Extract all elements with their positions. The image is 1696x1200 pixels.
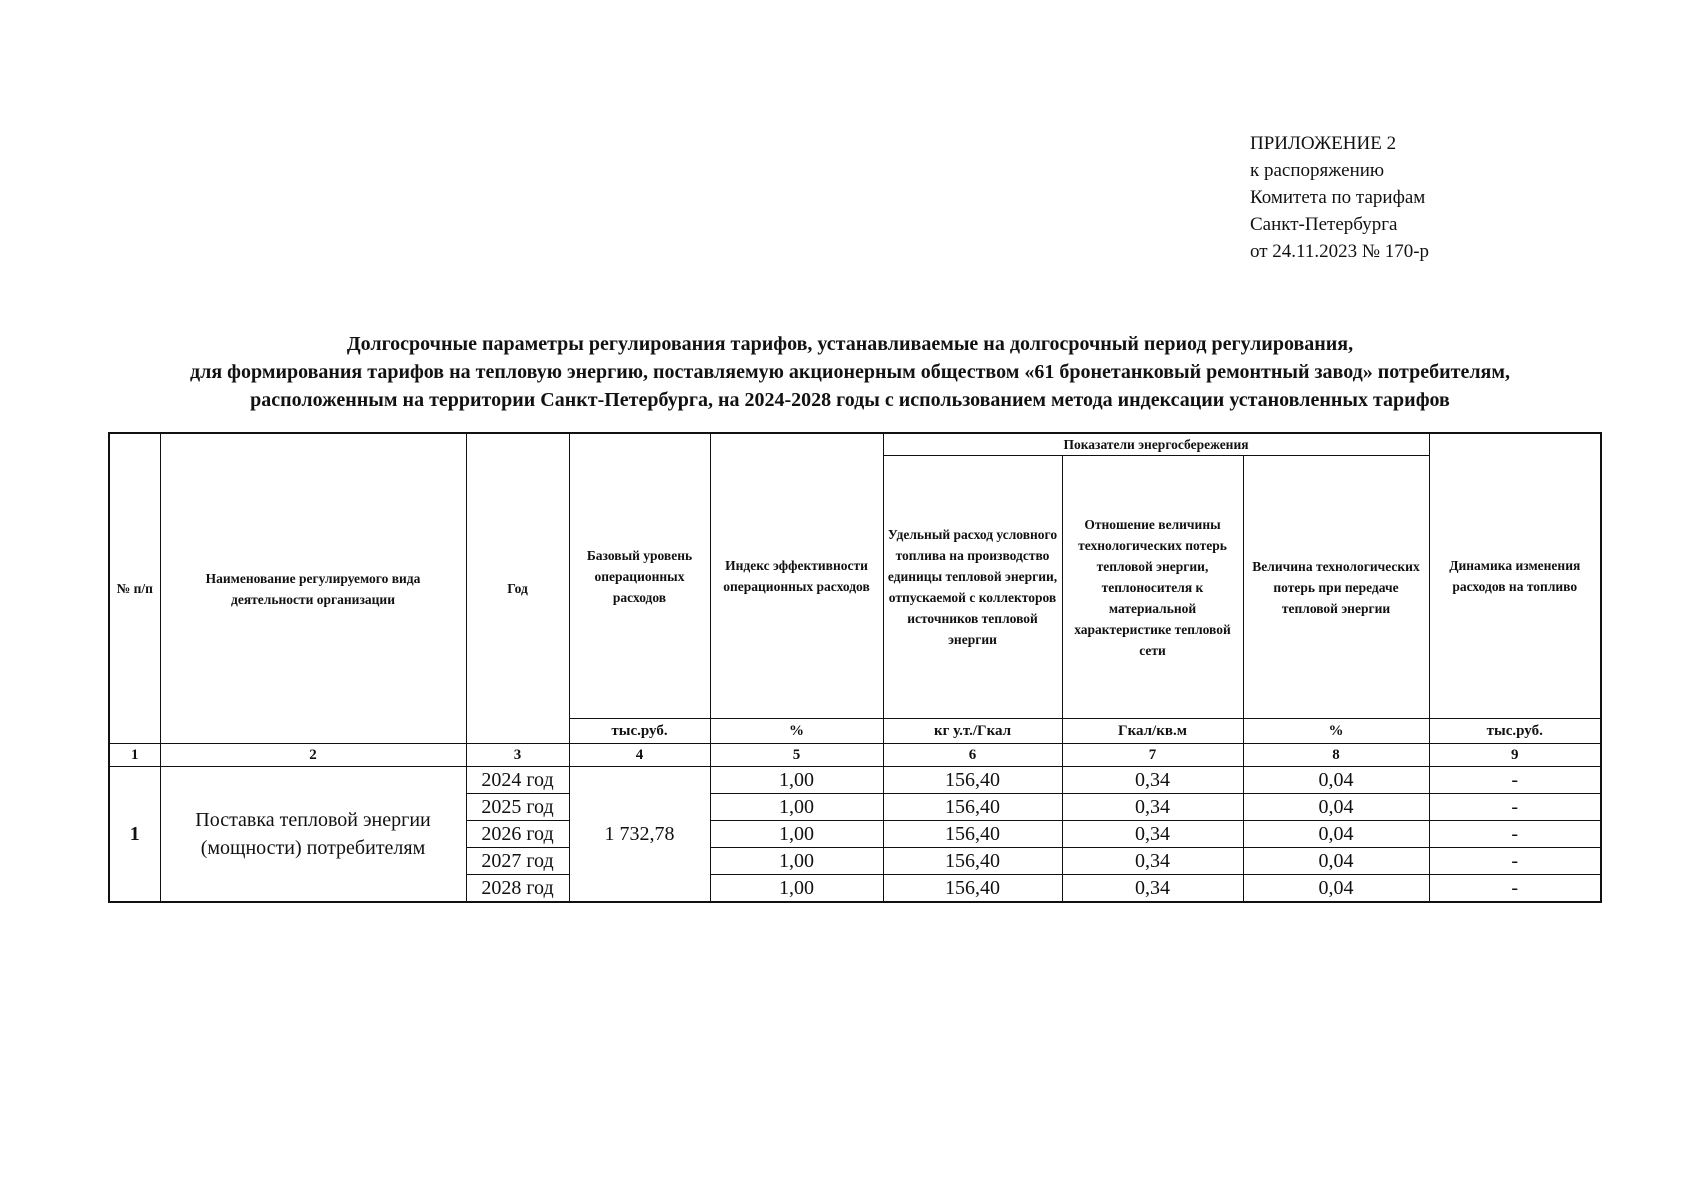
header-base-level: Базовый уровень операционных расходов bbox=[569, 433, 710, 719]
row-losses: 0,04 bbox=[1243, 767, 1429, 794]
row-fuel: 156,40 bbox=[883, 875, 1062, 903]
column-number: 9 bbox=[1429, 744, 1601, 767]
row-dynamics: - bbox=[1429, 875, 1601, 903]
row-ratio: 0,34 bbox=[1062, 875, 1243, 903]
entry-num: 1 bbox=[109, 767, 160, 903]
column-number: 4 bbox=[569, 744, 710, 767]
column-number: 6 bbox=[883, 744, 1062, 767]
row-dynamics: - bbox=[1429, 821, 1601, 848]
document-title bbox=[100, 330, 1600, 414]
row-losses: 0,04 bbox=[1243, 794, 1429, 821]
header-activity: Наименование регулируемого вида деятельности организации bbox=[160, 433, 466, 744]
header-fuel-consumption: Удельный расход условного топлива на производство единицы тепловой энергии, отпускаемой с коллекторов источников тепловой энергии bbox=[883, 456, 1062, 719]
appendix-title: ПРИЛОЖЕНИЕ 2 bbox=[1250, 133, 1397, 154]
unit-loss-ratio: Гкал/кв.м bbox=[1062, 719, 1243, 744]
row-fuel: 156,40 bbox=[883, 848, 1062, 875]
unit-fuel-dynamics: тыс.руб. bbox=[1429, 719, 1601, 744]
row-year: 2024 год bbox=[466, 767, 569, 794]
title-line: Долгосрочные параметры регулирования тарифов, устанавливаемые на долгосрочный период регулирования, bbox=[346, 333, 1354, 355]
row-fuel: 156,40 bbox=[883, 794, 1062, 821]
row-losses: 0,04 bbox=[1243, 821, 1429, 848]
header-fuel-dynamics: Динамика изменения расходов на топливо bbox=[1429, 433, 1601, 719]
column-number: 8 bbox=[1243, 744, 1429, 767]
row-dynamics: - bbox=[1429, 767, 1601, 794]
entry-activity: Поставка тепловой энергии (мощности) потребителям bbox=[160, 767, 466, 903]
header-row-group bbox=[109, 433, 1601, 456]
row-index: 1,00 bbox=[710, 794, 883, 821]
header-energy-saving: Показатели энергосбережения bbox=[883, 433, 1429, 456]
row-losses: 0,04 bbox=[1243, 875, 1429, 903]
column-number: 2 bbox=[160, 744, 466, 767]
unit-base-level: тыс.руб. bbox=[569, 719, 710, 744]
tariff-parameters-table bbox=[108, 432, 1602, 903]
header-num: № п/п bbox=[109, 433, 160, 744]
header-loss-ratio: Отношение величины технологических потерь тепловой энергии, теплоносителя к материальной характеристике тепловой сети bbox=[1062, 456, 1243, 719]
row-ratio: 0,34 bbox=[1062, 848, 1243, 875]
column-number: 7 bbox=[1062, 744, 1243, 767]
appendix-line: к распоряжению bbox=[1250, 160, 1385, 181]
header-efficiency-index: Индекс эффективности операционных расходов bbox=[710, 433, 883, 719]
entry-base-level: 1 732,78 bbox=[569, 767, 710, 903]
row-index: 1,00 bbox=[710, 821, 883, 848]
appendix-date: от 24.11.2023 № 170-р bbox=[1250, 241, 1430, 262]
row-ratio: 0,34 bbox=[1062, 821, 1243, 848]
unit-efficiency-index: % bbox=[710, 719, 883, 744]
unit-tech-losses: % bbox=[1243, 719, 1429, 744]
column-number: 1 bbox=[109, 744, 160, 767]
row-index: 1,00 bbox=[710, 875, 883, 903]
row-fuel: 156,40 bbox=[883, 821, 1062, 848]
row-year: 2025 год bbox=[466, 794, 569, 821]
row-year: 2027 год bbox=[466, 848, 569, 875]
column-number: 5 bbox=[710, 744, 883, 767]
title-line: расположенным на территории Санкт-Петербурга, на 2024-2028 годы с использованием метода индексации установленных тарифов bbox=[250, 389, 1450, 411]
header-year: Год bbox=[466, 433, 569, 744]
column-number: 3 bbox=[466, 744, 569, 767]
row-ratio: 0,34 bbox=[1062, 794, 1243, 821]
row-dynamics: - bbox=[1429, 848, 1601, 875]
title-line: для формирования тарифов на тепловую энергию, поставляемую акционерным обществом «61 бронетанковый ремонтный завод» потребителям, bbox=[190, 361, 1510, 383]
unit-fuel-consumption: кг у.т./Гкал bbox=[883, 719, 1062, 744]
header-tech-losses: Величина технологических потерь при передаче тепловой энергии bbox=[1243, 456, 1429, 719]
column-numbers-row bbox=[109, 744, 1601, 767]
row-year: 2028 год bbox=[466, 875, 569, 903]
row-index: 1,00 bbox=[710, 767, 883, 794]
row-ratio: 0,34 bbox=[1062, 767, 1243, 794]
appendix-block bbox=[1250, 130, 1429, 265]
table-row bbox=[109, 767, 1601, 794]
row-losses: 0,04 bbox=[1243, 848, 1429, 875]
row-fuel: 156,40 bbox=[883, 767, 1062, 794]
row-dynamics: - bbox=[1429, 794, 1601, 821]
row-year: 2026 год bbox=[466, 821, 569, 848]
row-index: 1,00 bbox=[710, 848, 883, 875]
appendix-line: Санкт-Петербурга bbox=[1250, 214, 1398, 235]
appendix-line: Комитета по тарифам bbox=[1250, 187, 1426, 208]
